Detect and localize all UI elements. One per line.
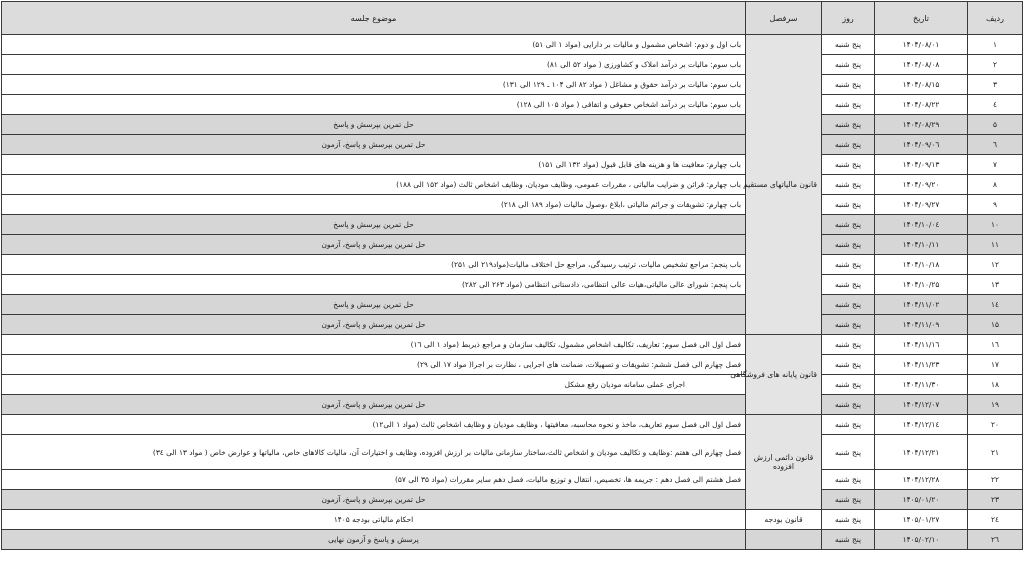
- session-day: پنج شنبه: [822, 470, 875, 490]
- row-number: ۱۹: [968, 395, 1023, 415]
- session-date: ۱۴۰۴/۰۸/۰۸: [875, 55, 968, 75]
- table-row-review: [2, 490, 1023, 510]
- header-row-number: ردیف: [968, 2, 1023, 35]
- row-number: ۸: [968, 175, 1023, 195]
- session-topic: پرسش و پاسخ و آزمون نهایی: [2, 530, 746, 550]
- table-row: [2, 335, 1023, 355]
- session-topic: حل تمرین بپرسش و پاسخ، آزمون: [2, 490, 746, 510]
- row-number: ۷: [968, 155, 1023, 175]
- session-date: ۱۴۰۵/۰۱/۲۰: [875, 490, 968, 510]
- table-row-review: [2, 315, 1023, 335]
- header-date: تاریخ: [875, 2, 968, 35]
- session-day: پنج شنبه: [822, 375, 875, 395]
- session-topic: باب سوم: مالیات بر درآمد حقوق و مشاغل ( مواد ۸۲ الی ۱۰۴ ـ ۱۲۹ الی ۱۳۱): [2, 75, 746, 95]
- session-day: پنج شنبه: [822, 315, 875, 335]
- session-day: پنج شنبه: [822, 35, 875, 55]
- session-day: پنج شنبه: [822, 395, 875, 415]
- table-row: [2, 375, 1023, 395]
- session-date: ۱۴۰۴/۱۲/۲۸: [875, 470, 968, 490]
- section-budget-law: قانون بودجه: [746, 510, 822, 530]
- session-day: پنج شنبه: [822, 235, 875, 255]
- session-topic: باب چهارم: معافیت ها و هزینه های قابل قبول (مواد ۱۳۲ الی ۱۵۱): [2, 155, 746, 175]
- session-topic: باب سوم: مالیات بر درآمد املاک و کشاورزی ( مواد ۵۲ الی ۸۱): [2, 55, 746, 75]
- session-day: پنج شنبه: [822, 295, 875, 315]
- session-topic: حل تمرین بپرسش و پاسخ، آزمون: [2, 315, 746, 335]
- session-topic: باب اول و دوم: اشخاص مشمول و مالیات بر دارایی (مواد ۱ الی ۵۱): [2, 35, 746, 55]
- table-row: [2, 470, 1023, 490]
- row-number: ۲٦: [968, 530, 1023, 550]
- session-day: پنج شنبه: [822, 335, 875, 355]
- session-day: پنج شنبه: [822, 510, 875, 530]
- table-row: [2, 415, 1023, 435]
- session-topic: حل تمرین بپرسش و پاسخ: [2, 215, 746, 235]
- row-number: ۱۱: [968, 235, 1023, 255]
- session-day: پنج شنبه: [822, 75, 875, 95]
- table-row: [2, 175, 1023, 195]
- session-topic: حل تمرین بپرسش و پاسخ، آزمون: [2, 135, 746, 155]
- session-day: پنج شنبه: [822, 95, 875, 115]
- session-date: ۱۴۰۴/۱۱/۰۲: [875, 295, 968, 315]
- table-row: [2, 155, 1023, 175]
- row-number: ۲٤: [968, 510, 1023, 530]
- row-number: ۲: [968, 55, 1023, 75]
- table-row: [2, 510, 1023, 530]
- row-number: ۲۱: [968, 435, 1023, 470]
- session-date: ۱۴۰۴/۰۸/۰۱: [875, 35, 968, 55]
- row-number: ۱: [968, 35, 1023, 55]
- session-date: ۱۴۰۴/۱۲/۲۱: [875, 435, 968, 470]
- session-date: ۱۴۰۴/۰۸/۲۲: [875, 95, 968, 115]
- row-number: ٤: [968, 95, 1023, 115]
- row-number: ۲۰: [968, 415, 1023, 435]
- row-number: ۱۵: [968, 315, 1023, 335]
- session-date: ۱۴۰۴/۱۱/۲۳: [875, 355, 968, 375]
- row-number: ۹: [968, 195, 1023, 215]
- session-day: پنج شنبه: [822, 415, 875, 435]
- row-number: ۱۰: [968, 215, 1023, 235]
- session-date: ۱۴۰۴/۱۲/۰۷: [875, 395, 968, 415]
- table-row-review: [2, 395, 1023, 415]
- table-row-review: [2, 295, 1023, 315]
- session-topic: باب چهارم: تشویقات و جرائم مالیاتی ،ابلاغ ،وصول مالیات (مواد ۱۸۹ الی ۲۱۸): [2, 195, 746, 215]
- session-day: پنج شنبه: [822, 175, 875, 195]
- table-row: [2, 95, 1023, 115]
- row-number: ۱۲: [968, 255, 1023, 275]
- session-topic: باب پنجم: شورای عالی مالیاتی،هیات عالی انتظامی، دادستانی انتظامی (مواد ۲۶۳ الی ۲۸۲): [2, 275, 746, 295]
- table-row: [2, 255, 1023, 275]
- table-row-review: [2, 115, 1023, 135]
- session-date: ۱۴۰۴/۱۱/۱٦: [875, 335, 968, 355]
- session-day: پنج شنبه: [822, 490, 875, 510]
- session-topic: فصل چهارم الی هفتم :وظایف و تکالیف مودیان و اشخاص ثالث،ساختار سازمانی مالیات بر ارزش افزوده، وظایف و اختیارات آن، مالیات کالاهای خاص، مالیاتها و عوارض خاص ( مواد ۱۳ الی ۳٤): [2, 435, 746, 470]
- session-topic: باب پنجم: مراجع تشخیص مالیات، ترتیب رسیدگی، مراجع حل اختلاف مالیات(مواد۲۱۹ الی ۲۵۱): [2, 255, 746, 275]
- row-number: ٦: [968, 135, 1023, 155]
- session-date: ۱۴۰۵/۰۲/۱۰: [875, 530, 968, 550]
- session-date: ۱۴۰۵/۰۱/۲۷: [875, 510, 968, 530]
- row-number: ۱۷: [968, 355, 1023, 375]
- session-topic: فصل چهارم الی فصل ششم: تشویقات و تسهیلات، ضمانت های اجرایی ، نظارت بر اجرا( مواد ۱۷ الی ۲۹): [2, 355, 746, 375]
- session-day: پنج شنبه: [822, 355, 875, 375]
- row-number: ۵: [968, 115, 1023, 135]
- header-day: روز: [822, 2, 875, 35]
- header-row: [2, 2, 1023, 35]
- row-number: ۲۳: [968, 490, 1023, 510]
- header-section: سرفصل: [746, 2, 822, 35]
- session-topic: فصل اول الی فصل سوم تعاریف، ماخذ و نحوه محاسبه، معافیتها ، وظایف مودیان و وظایف اشخاص ثالث (مواد ۱ الی۱۲): [2, 415, 746, 435]
- session-day: پنج شنبه: [822, 195, 875, 215]
- session-topic: اجرای عملی سامانه مودیان رفع مشکل: [2, 375, 746, 395]
- session-date: ۱۴۰۴/۱۰/۱۱: [875, 235, 968, 255]
- session-day: پنج شنبه: [822, 530, 875, 550]
- table-row: [2, 55, 1023, 75]
- section-direct-taxes: قانون مالیاتهای مستقیم: [746, 35, 822, 335]
- session-topic: فصل هشتم الی فصل دهم : جریمه ها، تخصیص، انتقال و توزیع مالیات، فصل دهم سایر مقررات (مواد ۳۵ الی ۵۷): [2, 470, 746, 490]
- table-row-review: [2, 135, 1023, 155]
- session-topic: حل تمرین بپرسش و پاسخ: [2, 295, 746, 315]
- session-topic: فصل اول الی فصل سوم: تعاریف، تکالیف اشخاص مشمول، تکالیف سازمان و مراجع ذیربط (مواد ۱ الی ۱٦): [2, 335, 746, 355]
- table-row: [2, 75, 1023, 95]
- session-topic: باب سوم: مالیات بر درآمد اشخاص حقوقی و اتفاقی ( مواد ۱۰۵ الی ۱۲۸): [2, 95, 746, 115]
- session-date: ۱۴۰۴/۱۰/۰٤: [875, 215, 968, 235]
- session-day: پنج شنبه: [822, 135, 875, 155]
- row-number: ۱٤: [968, 295, 1023, 315]
- session-topic: حل تمرین بپرسش و پاسخ، آزمون: [2, 395, 746, 415]
- row-number: ۱۸: [968, 375, 1023, 395]
- session-date: ۱۴۰۴/۰۹/۲۰: [875, 175, 968, 195]
- table-row: [2, 355, 1023, 375]
- session-day: پنج شنبه: [822, 115, 875, 135]
- session-day: پنج شنبه: [822, 275, 875, 295]
- row-number: ۳: [968, 75, 1023, 95]
- session-date: ۱۴۰۴/۰۹/۰٦: [875, 135, 968, 155]
- session-day: پنج شنبه: [822, 55, 875, 75]
- session-date: ۱۴۰۴/۰۸/۱۵: [875, 75, 968, 95]
- row-number: ۱۳: [968, 275, 1023, 295]
- session-day: پنج شنبه: [822, 155, 875, 175]
- session-topic: احکام مالیاتی بودجه ۱۴۰۵: [2, 510, 746, 530]
- session-topic: باب چهارم: قرائن و ضرایب مالیاتی ، مقررات عمومی، وظایف مودیان، وظایف اشخاص ثالث (مواد ۱۵۲ الی ۱۸۸): [2, 175, 746, 195]
- table-row: [2, 195, 1023, 215]
- session-day: پنج شنبه: [822, 435, 875, 470]
- session-day: پنج شنبه: [822, 215, 875, 235]
- table-row-review: [2, 235, 1023, 255]
- row-number: ۲۲: [968, 470, 1023, 490]
- session-date: ۱۴۰۴/۰۹/۱۳: [875, 155, 968, 175]
- table-row: [2, 35, 1023, 55]
- row-number: ۱٦: [968, 335, 1023, 355]
- table-row: [2, 435, 1023, 470]
- course-schedule-table: [1, 1, 1023, 550]
- session-topic: حل تمرین بپرسش و پاسخ: [2, 115, 746, 135]
- session-topic: حل تمرین بپرسش و پاسخ، آزمون: [2, 235, 746, 255]
- session-date: ۱۴۰۴/۱۰/۱۸: [875, 255, 968, 275]
- session-day: پنج شنبه: [822, 255, 875, 275]
- section-empty: [746, 530, 822, 550]
- session-date: ۱۴۰۴/۱۲/۱٤: [875, 415, 968, 435]
- session-date: ۱۴۰۴/۱۱/۳۰: [875, 375, 968, 395]
- session-date: ۱۴۰۴/۱۱/۰۹: [875, 315, 968, 335]
- session-date: ۱۴۰۴/۰۹/۲۷: [875, 195, 968, 215]
- section-vat-law: قانون دائمی ارزش افزوده: [746, 415, 822, 510]
- session-date: ۱۴۰۴/۰۸/۲۹: [875, 115, 968, 135]
- header-topic: موضوع جلسه: [2, 2, 746, 35]
- section-store-terminals: قانون پایانه های فروشگاهی: [746, 335, 822, 415]
- table-row-review: [2, 215, 1023, 235]
- table-row-final: [2, 530, 1023, 550]
- session-date: ۱۴۰۴/۱۰/۲۵: [875, 275, 968, 295]
- table-row: [2, 275, 1023, 295]
